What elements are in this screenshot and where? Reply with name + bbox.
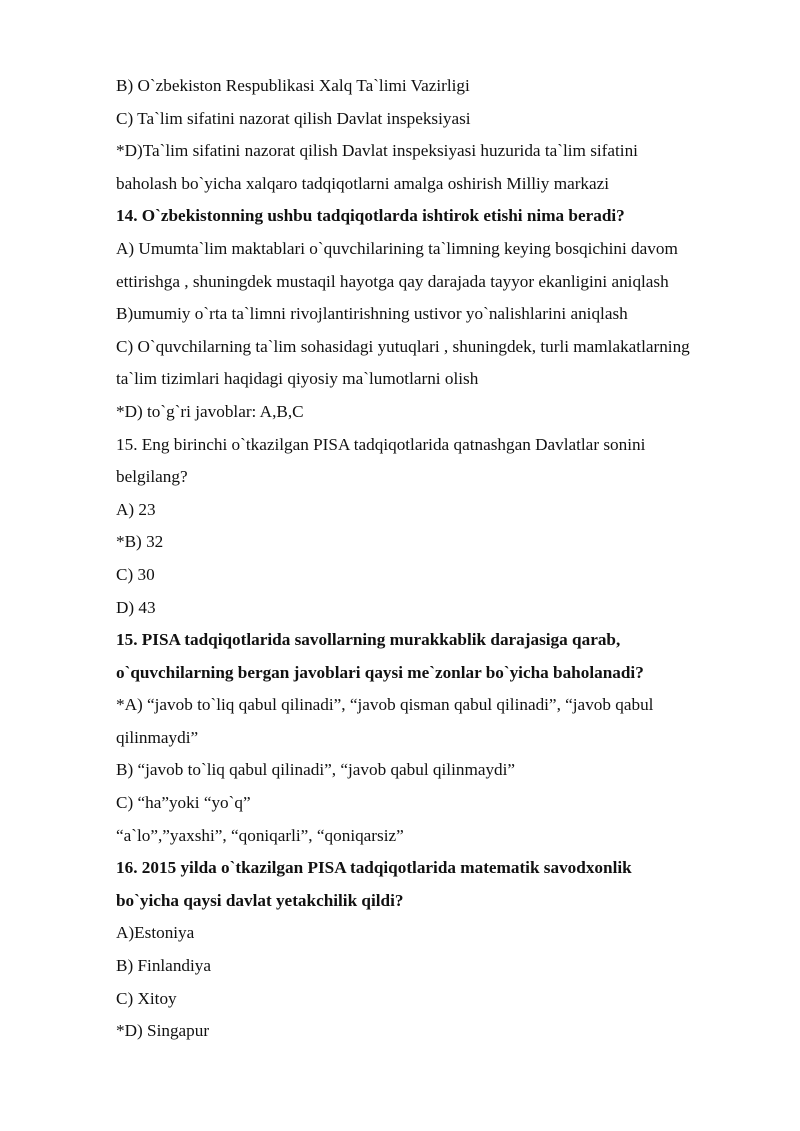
text-line: B) Finlandiya (116, 956, 212, 976)
question-line: bo`yicha qaysi davlat yetakchilik qildi? (116, 890, 404, 910)
text-line: B)umumiy o`rta ta`limni rivojlantirishning ustivor yo`nalishlarini aniqlash (116, 304, 628, 324)
text-line: ettirishga , shuningdek mustaqil hayotga qay darajada tayyor ekanligini aniqlash (116, 271, 669, 291)
question-line: 14. O`zbekistonning ushbu tadqiqotlarda ishtirok etishi nima beradi? (116, 206, 625, 226)
text-line: C) Ta`lim sifatini nazorat qilish Davlat inspeksiyasi (116, 108, 471, 128)
text-line: *D)Ta`lim sifatini nazorat qilish Davlat inspeksiyasi huzurida ta`lim sifatini (116, 141, 638, 161)
question-line: 15. PISA tadqiqotlarida savollarning murakkablik darajasiga qarab, (116, 630, 621, 650)
question-line: o`quvchilarning bergan javoblari qaysi me`zonlar bo`yicha baholanadi? (116, 662, 644, 682)
text-line: C) O`quvchilarning ta`lim sohasidagi yutuqlari , shuningdek, turli mamlakatlarning (116, 336, 690, 356)
text-line: C) Xitoy (116, 988, 177, 1008)
question-line: 16. 2015 yilda o`tkazilgan PISA tadqiqotlarida matematik savodxonlik (116, 858, 632, 878)
text-line: A) Umumta`lim maktablari o`quvchilarining ta`limning keying bosqichini davom (116, 238, 678, 258)
text-line: qilinmaydi” (116, 727, 199, 747)
text-line: ta`lim tizimlari haqidagi qiyosiy ma`lumotlarni olish (116, 369, 479, 389)
text-line: “a`lo”,”yaxshi”, “qoniqarli”, “qoniqarsiz” (116, 825, 404, 845)
text-line: *D) Singapur (116, 1021, 210, 1041)
text-line: C) “ha”yoki “yo`q” (116, 793, 251, 813)
document-page (116, 70, 756, 1048)
text-line: *D) to`g`ri javoblar: A,B,C (116, 401, 304, 421)
text-line: D) 43 (116, 597, 156, 617)
text-line: A) 23 (116, 499, 156, 519)
text-line: belgilang? (116, 467, 188, 487)
text-line: *B) 32 (116, 532, 164, 552)
text-line: B) “javob to`liq qabul qilinadi”, “javob qabul qilinmaydi” (116, 760, 516, 780)
text-line: C) 30 (116, 564, 155, 584)
text-line: B) O`zbekiston Respublikasi Xalq Ta`limi Vazirligi (116, 76, 470, 95)
text-line: baholash bo`yicha xalqaro tadqiqotlarni amalga oshirish Milliy markazi (116, 173, 610, 193)
text-line: *A) “javob to`liq qabul qilinadi”, “javob qisman qabul qilinadi”, “javob qabul (116, 695, 654, 715)
text-line: A)Estoniya (116, 923, 195, 943)
question-line: 15. Eng birinchi o`tkazilgan PISA tadqiqotlarida qatnashgan Davlatlar sonini (116, 434, 646, 454)
